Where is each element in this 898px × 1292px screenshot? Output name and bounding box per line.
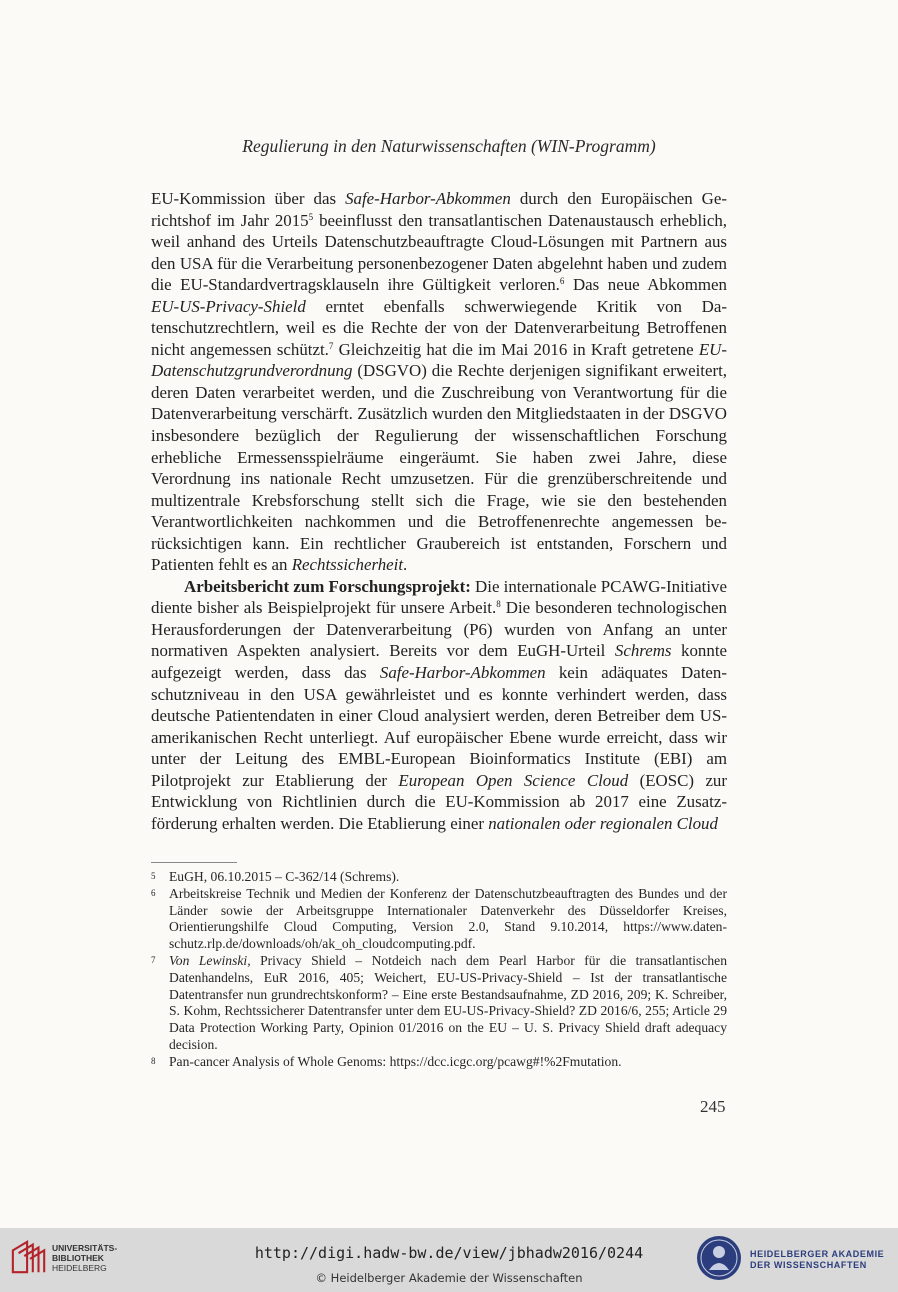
text-run: kein adäquates Datenschutzniveau in den USA gewährleistet und es konnte verhindert werden, dass deutsche Patientendaten in einer Cloud analysiert werden, deren Betreiber dem US-amerikanischen Recht unterliegt. Auf europäischer Ebene wurde erreicht, dass wir unter der Leitung des EMBL-European Bioinformatics Institute (EBI) am Pilotprojekt zur Etablierung der — [151, 663, 727, 790]
footnote-ref-5[interactable]: 5 — [308, 211, 314, 222]
ub-line: HEIDELBERG — [52, 1263, 107, 1273]
footnote-text: EuGH, 06.10.2015 – C-362/14 (Schrems). — [169, 869, 400, 884]
italic-term: nationalen oder regionalen Cloud — [488, 813, 718, 833]
ub-line: UNIVERSITÄTS- — [52, 1243, 118, 1253]
footnote-6 — [151, 886, 727, 953]
italic-term: Safe-Harbor-Abkommen — [379, 663, 546, 683]
hadw-logo-text — [750, 1249, 884, 1271]
viewer-footer-bar — [0, 1228, 898, 1292]
main-text — [151, 188, 727, 834]
paragraph-2 — [151, 576, 727, 835]
hadw-line: DER WISSENSCHAFTEN — [750, 1260, 867, 1270]
footnote-8 — [151, 1054, 727, 1071]
text-run: Die internationale PCAWG-Initiative diente bisher als Beispielprojekt für unsere Arbeit. — [151, 576, 728, 618]
section-lead: Arbeitsbericht zum Forschungsprojekt: — [184, 576, 471, 596]
footnotes — [151, 869, 727, 1071]
text-run: Gleichzeitig hat die im Mai 2016 in Kraft getretene — [333, 339, 699, 359]
text-run: (EOSC) zur Entwicklung von Richtlinien durch die EU-Kommission ab 2017 eine Zusatzförderung erhalten werden. Die Etablierung einer — [151, 770, 728, 833]
footnote-5 — [151, 869, 727, 886]
copyright: © Heidelberger Akademie der Wissenschaften — [315, 1271, 583, 1285]
hadw-seal-icon[interactable] — [695, 1234, 743, 1282]
permalink-url[interactable]: http://digi.hadw-bw.de/view/jbhadw2016/0244 — [254, 1244, 644, 1262]
text-run: EU-Kommission über das — [151, 189, 346, 208]
text-run: konnte aufgezeigt werden, dass das — [151, 641, 728, 683]
hadw-line: HEIDELBERGER AKADEMIE — [750, 1249, 885, 1259]
italic-term: Safe-Harbor-Abkommen — [345, 189, 511, 208]
text-run: beeinflusst den transatlantischen Datenaustausch erheblich, weil anhand des Urteils Datenschutzbeauftragte Cloud-Lösungen mit Partnern aus den USA für die Verarbeitung personenbezogener Daten abgelehnt haben und zudem die EU-Standardvertragsklauseln ihre Gültigkeit verloren. — [151, 210, 727, 295]
footnote-number: 6 — [151, 887, 156, 898]
footnote-text: Pan-cancer Analysis of Whole Genoms: https://dcc.icgc.org/pcawg#!%2Fmutation. — [169, 1053, 622, 1069]
footnote-number: 7 — [151, 954, 156, 965]
text-run: Das neue Abkommen — [564, 275, 727, 295]
footnote-number: 5 — [151, 871, 156, 881]
text-run: durch den Europäischen Gerichtshof im Jahr 2015 — [151, 189, 727, 230]
italic-term: EU-US-Privacy-Shield — [151, 296, 306, 316]
italic-term: European Open Science Cloud — [398, 770, 629, 790]
italic-term: EU-Datenschutzgrundverordnung — [151, 339, 727, 381]
paragraph-1 — [151, 188, 727, 576]
footnote-number: 8 — [151, 1055, 156, 1066]
text-run: . — [403, 555, 408, 575]
footnote-7 — [151, 953, 727, 1054]
text-run: erntet ebenfalls schwerwiegende Kritik von Datenschutzrechtlern, weil es die Rechte der von der Datenverarbeitung Betroffenen nicht angemessen schützt. — [151, 296, 727, 359]
italic-term: Schrems — [614, 641, 672, 661]
ub-line: BIBLIOTHEK — [52, 1253, 104, 1263]
footnote-ref-8[interactable]: 8 — [496, 599, 501, 610]
page-number: 245 — [700, 1097, 726, 1116]
text-run: (DSGVO) die Rechte derjenigen signifikant erweitert, deren Daten verarbeitet werden, und die Zuschreibung von Verantwortung für die Datenverarbeitung verschärft. Zusätzlich wurden den Mitgliedstaaten in der DSGVO insbesondere bezüglich der Regulierung der wissenschaftlichen Forschung erhebliche Ermessensspielräume eingeräumt. Sie haben zwei Jahre, diese Verordnung ins nationale Recht umzusetzen. Für die grenzüberschreitende und multizentrale Krebsforschung stellt sich die Frage, wie sie den bestehenden Verantwortlichkeiten nachkommen und die Betroffenenrechte angemessen berücksichtigen kann. Ein rechtlicher Graubereich ist entstanden, Forschern und Patienten fehlt es an — [151, 361, 727, 575]
footnote-author: Von Lewinski, — [169, 952, 251, 968]
footnote-divider — [151, 862, 237, 863]
footnote-ref-6[interactable]: 6 — [559, 276, 565, 287]
italic-term: Rechtssicherheit — [291, 555, 404, 575]
text-run: Die besonderen technologischen Herausforderungen der Datenverarbeitung (P6) wurden von Anfang an unter normativen Aspekten analysiert. Bereits vor dem EuGH-Urteil — [151, 598, 727, 661]
footnote-text: Arbeitskreise Technik und Medien der Konferenz der Datenschutzbeauftragten des Bundes und der Länder sowie der Arbeitsgruppe Internationaler Datenverkehr des Düsseldorfer Kreises, Orientierungshilfe Cloud Computing, Version 2.0, Stand 9.10.2014, https://www.datenschutz.rlp.de/downloads/oh/ak_oh_cloudcomputing.pdf. — [169, 885, 727, 952]
footnote-text: Privacy Shield – Notdeich nach dem Pearl Harbor für die transatlantischen Datenhandelns, EuR 2016, 405; Weichert, EU-US-Privacy-Shield – Ist der transatlantische Datentransfer nun grundrechtskonform? – Eine erste Bestandsaufnahme, ZD 2016, 209; K. Schreiber, S. Kohm, Rechtssicherer Datentransfer unter dem EU-US-Privacy-Shield? ZD 2016/6, 255; Article 29 Data Protection Working Party, Opinion 01/2016 on the EU – U. S. Privacy Shield draft adequacy decision. — [169, 952, 727, 1052]
footnote-ref-7[interactable]: 7 — [328, 340, 334, 351]
running-header: Regulierung in den Naturwissenschaften (WIN-Programm) — [242, 136, 656, 156]
